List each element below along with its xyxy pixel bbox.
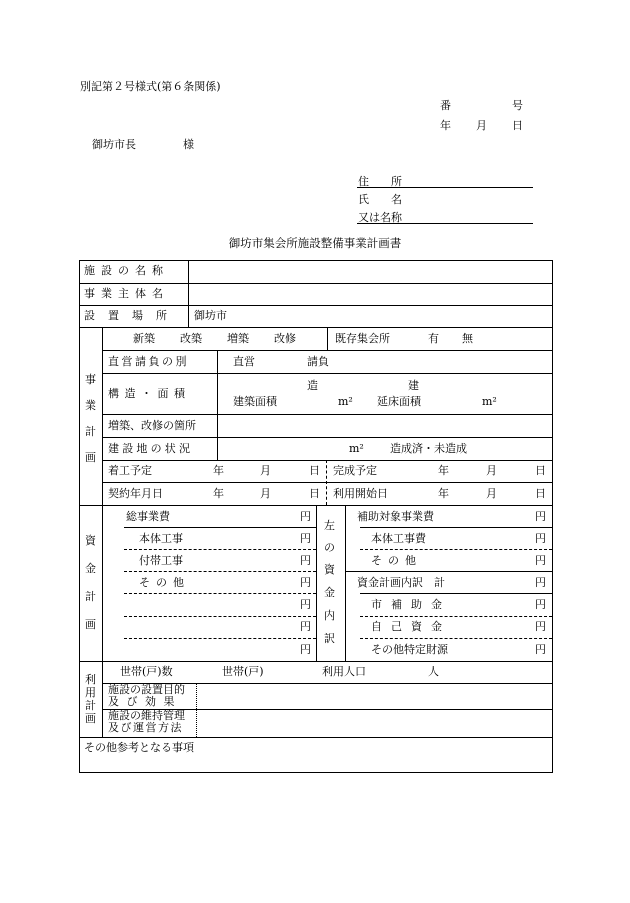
type-new[interactable]: 新築: [133, 332, 155, 345]
existing-no[interactable]: 無: [462, 332, 473, 345]
yen-unit: 円: [300, 620, 311, 633]
section-char: 計: [85, 425, 96, 438]
population-label: 利用人口: [322, 665, 366, 678]
yen-unit: 円: [535, 554, 546, 567]
yen-unit: 円: [535, 598, 546, 611]
yen-unit: 円: [535, 576, 546, 589]
site-status-options[interactable]: 造成済・未造成: [390, 442, 467, 455]
other-cost-label: その他: [139, 576, 190, 589]
section-char: 画: [85, 712, 96, 725]
date-month: 月: [476, 119, 487, 132]
completion-month: 月: [486, 464, 497, 477]
doc-number-label: 番: [440, 99, 451, 112]
breakdown-char: の: [324, 541, 335, 554]
breakdown-char: 左: [324, 519, 335, 532]
section-char: 業: [85, 399, 96, 412]
section-char: 資: [85, 534, 96, 547]
yen-unit: 円: [300, 554, 311, 567]
operator-label: 事業主体名: [84, 287, 169, 300]
city-subsidy-label: 市補助金: [371, 598, 451, 611]
type-extension[interactable]: 増築: [227, 332, 249, 345]
floor-area-unit: m²: [482, 395, 497, 408]
section-char: 金: [85, 562, 96, 575]
section-char: 計: [85, 699, 96, 712]
yen-unit: 円: [300, 576, 311, 589]
type-renovation[interactable]: 改修: [274, 332, 296, 345]
existing-facility-label: 既存集会所: [335, 332, 390, 345]
yen-unit: 円: [300, 510, 311, 523]
renovation-location-label: 増築、改修の箇所: [108, 419, 196, 432]
section-char: 計: [85, 590, 96, 603]
addressee: 御坊市長: [92, 138, 136, 151]
honorific: 様: [183, 138, 194, 151]
main-work-label: 本体工事: [139, 532, 183, 545]
date-year: 年: [440, 119, 451, 132]
subsidy-other-label: その他: [371, 554, 422, 567]
start-month: 月: [260, 464, 271, 477]
section-char: 利: [85, 673, 96, 686]
form-number-title: 別記第２号様式(第６条関係): [80, 80, 221, 93]
usage-start-label: 利用開始日: [333, 487, 388, 500]
contract-year: 年: [213, 487, 224, 500]
section-char: 事: [85, 373, 96, 386]
completion-day: 日: [535, 464, 546, 477]
section-char: 画: [85, 451, 96, 464]
existing-yes[interactable]: 有: [428, 332, 439, 345]
fund-breakdown-total-label: 資金計画内訳 計: [357, 576, 445, 589]
yen-unit: 円: [535, 510, 546, 523]
floor-area-label: 延床面積: [377, 395, 421, 408]
name-underline: [357, 223, 533, 224]
name-label: 氏 名: [358, 193, 402, 206]
start-date-label: 着工予定: [108, 464, 152, 477]
location-value[interactable]: 御坊市: [194, 309, 227, 322]
address-label: 住 所: [358, 175, 402, 188]
facility-name-label: 施設の名称: [84, 264, 169, 277]
yen-unit: 円: [300, 643, 311, 656]
breakdown-char: 訳: [324, 632, 335, 645]
completion-year: 年: [438, 464, 449, 477]
location-label: 設置場所: [84, 309, 180, 322]
population-unit: 人: [428, 665, 439, 678]
structure-area-label: 構造・面積: [108, 387, 191, 400]
yen-unit: 円: [300, 598, 311, 611]
structure-floors-suffix: 建: [408, 379, 419, 392]
contract-month: 月: [260, 487, 271, 500]
building-area-label: 建築面積: [233, 395, 277, 408]
total-cost-label: 総事業費: [126, 510, 170, 523]
breakdown-char: 資: [324, 563, 335, 576]
contract-day: 日: [309, 487, 320, 500]
contract-type-label: 直営請負の別: [108, 355, 189, 368]
contract-contractor[interactable]: 請負: [307, 355, 329, 368]
yen-unit: 円: [535, 620, 546, 633]
purpose-label: 施設の設置目的: [108, 683, 185, 696]
other-sources-label: その他特定財源: [371, 643, 448, 656]
management-label-line2: 及び運営方法: [108, 721, 183, 734]
start-year: 年: [213, 464, 224, 477]
households-unit: 世帯(戸): [222, 665, 264, 678]
building-area-unit: m²: [338, 395, 353, 408]
subsidy-main-label: 本体工事費: [371, 532, 426, 545]
address-underline: [357, 187, 533, 188]
alt-name-label: 又は名称: [358, 211, 402, 224]
breakdown-char: 内: [324, 609, 335, 622]
type-rebuild[interactable]: 改築: [180, 332, 202, 345]
other-notes-label: その他参考となる事項: [84, 741, 194, 754]
start-day: 日: [309, 464, 320, 477]
completion-date-label: 完成予定: [333, 464, 377, 477]
yen-unit: 円: [535, 643, 546, 656]
yen-unit: 円: [535, 532, 546, 545]
document-title: 御坊市集会所施設整備事業計画書: [228, 236, 402, 250]
subsidy-target-label: 補助対象事業費: [357, 510, 434, 523]
structure-suffix: 造: [307, 379, 318, 392]
section-char: 画: [85, 618, 96, 631]
ancillary-work-label: 付帯工事: [139, 554, 183, 567]
purpose-label-line2: 及び効果: [108, 695, 182, 708]
management-label: 施設の維持管理: [108, 709, 185, 722]
site-status-label: 建設地の状況: [108, 442, 194, 455]
households-label: 世帯(戸)数: [120, 665, 173, 678]
own-funds-label: 自己資金: [371, 620, 451, 633]
doc-number-suffix: 号: [512, 99, 523, 112]
usage-start-year: 年: [438, 487, 449, 500]
usage-start-day: 日: [535, 487, 546, 500]
breakdown-char: 金: [324, 586, 335, 599]
site-area-unit: m²: [349, 442, 364, 455]
date-day: 日: [512, 119, 523, 132]
section-char: 用: [85, 686, 96, 699]
usage-start-month: 月: [486, 487, 497, 500]
contract-date-label: 契約年月日: [108, 487, 163, 500]
contract-direct[interactable]: 直営: [233, 355, 255, 368]
yen-unit: 円: [300, 532, 311, 545]
